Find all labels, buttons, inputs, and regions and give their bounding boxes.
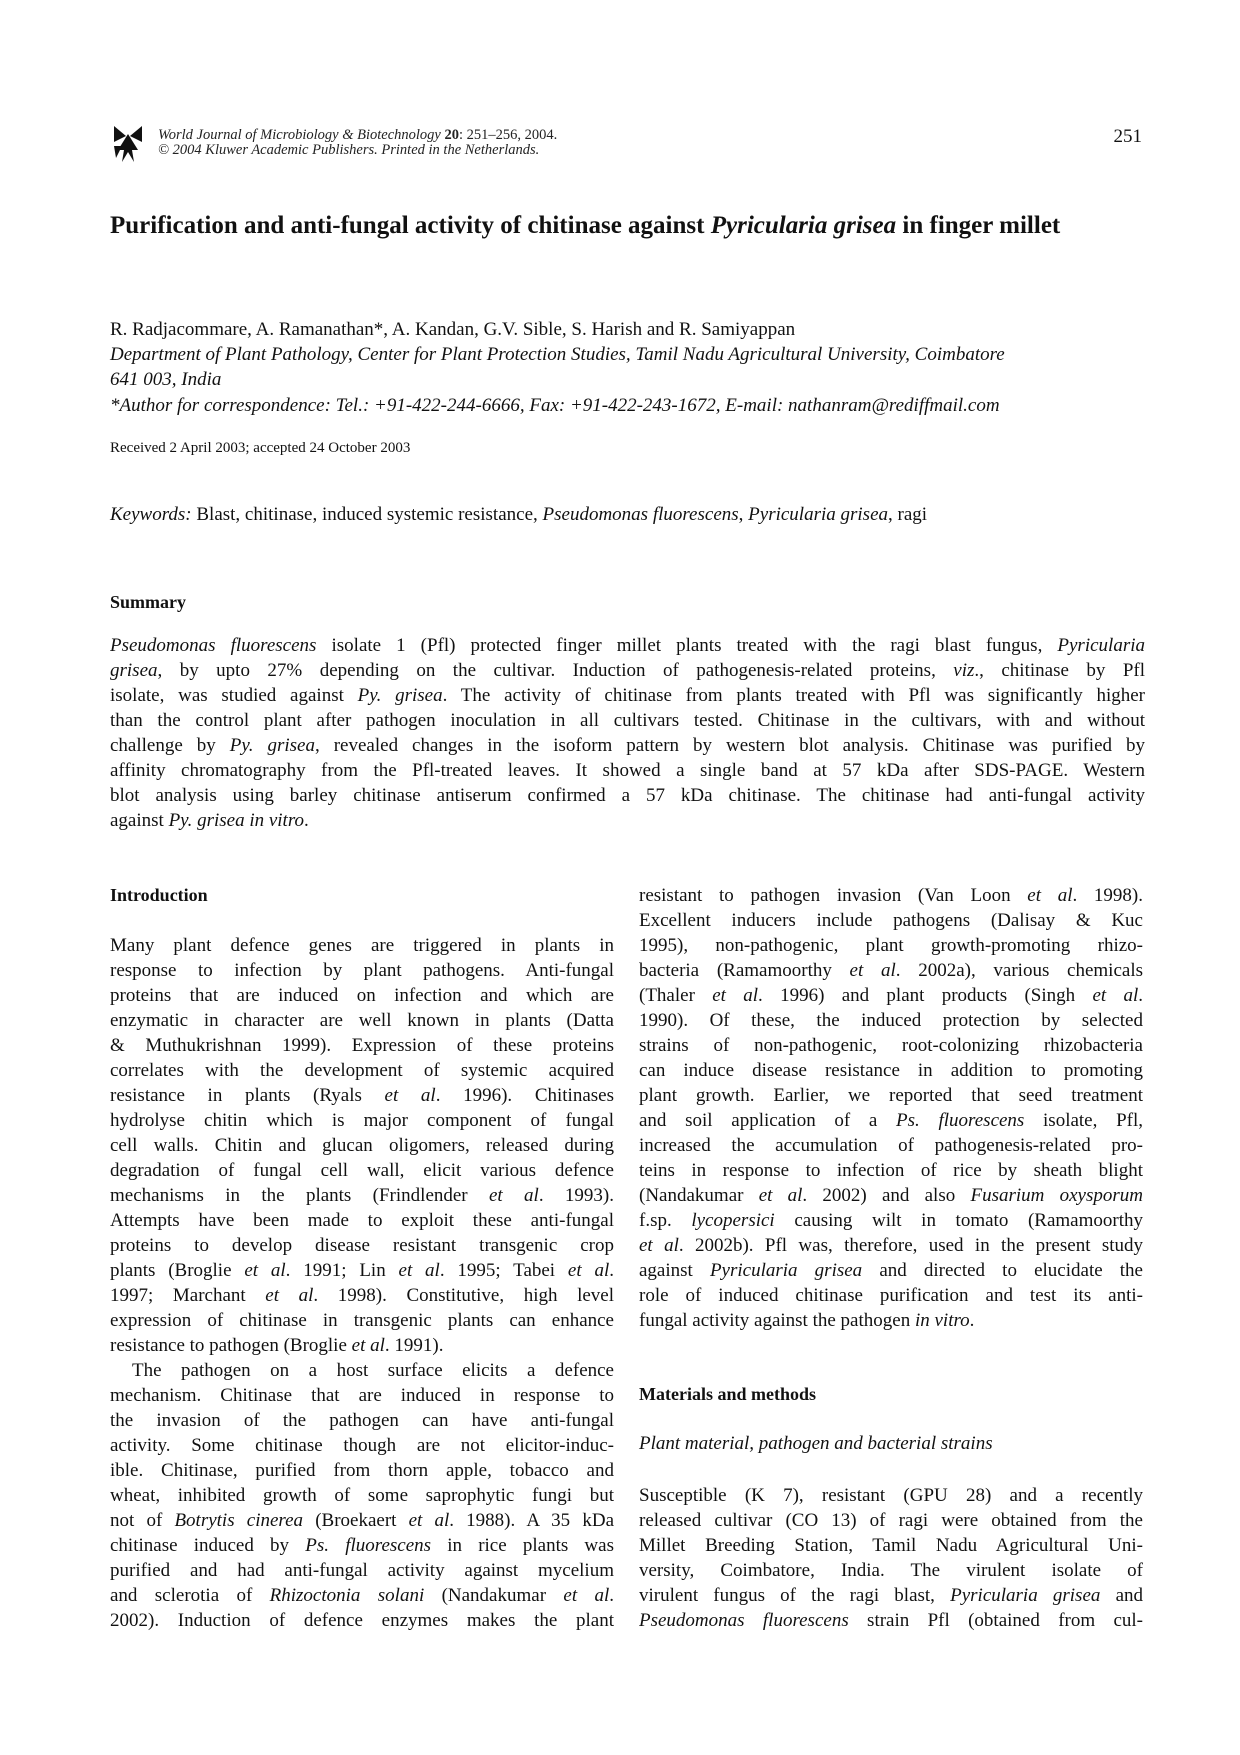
text-line [639, 1558, 1143, 1583]
text-line [639, 1508, 1143, 1533]
text-line [110, 1058, 614, 1083]
keywords [110, 502, 927, 527]
text-run: response to infection by plant pathogens. Anti-fungal [110, 959, 614, 981]
italic-run: Py. grisea [357, 684, 443, 706]
text-run: proteins that are induced on infection and which are [110, 984, 614, 1006]
text-run: wheat, inhibited growth of some saprophytic fungi but [110, 1484, 614, 1506]
text-line [110, 1008, 614, 1033]
text-run: ible. Chitinase, purified from thorn apple, tobacco and [110, 1459, 614, 1481]
italic-run: Ps. fluorescens [896, 1109, 1025, 1131]
journal-volume: 20 [444, 127, 459, 143]
italic-run: grisea [110, 659, 158, 681]
italic-run: in vitro [914, 1309, 970, 1331]
authors: R. Radjacommare, A. Ramanathan*, A. Kandan, G.V. Sible, S. Harish and R. Samiyappan [110, 319, 796, 340]
italic-run: lycopersici [691, 1209, 775, 1231]
text-run: released cultivar (CO 13) of ragi were obtained from the [639, 1509, 1143, 1531]
text-run: plants (Broglie [110, 1259, 245, 1281]
text-run: Millet Breeding Station, Tamil Nadu Agricultural Uni- [639, 1534, 1143, 1556]
text-run: chitinase induced by [110, 1534, 306, 1556]
text-line [639, 883, 1143, 908]
text-run: Excellent inducers include pathogens (Dalisay & Kuc [639, 909, 1143, 931]
text-run: and directed to elucidate the [862, 1259, 1143, 1281]
text-line [110, 1383, 614, 1408]
italic-run: Rhizoctonia solani [269, 1584, 425, 1606]
keyword-italic: Pyricularia grisea [748, 504, 889, 525]
title-text: Purification and anti-fungal activity of chitinase against [110, 212, 711, 239]
text-run: , revealed changes in the isoform pattern by western blot analysis. Chitinase was purified by [315, 734, 1145, 756]
text-line [110, 708, 1145, 733]
text-line [110, 1033, 614, 1058]
keywords-text: , ragi [888, 504, 928, 525]
text-run: teins in response to infection of rice by sheath blight [639, 1159, 1143, 1181]
text-line [110, 1558, 614, 1583]
italic-run: et al [244, 1259, 286, 1281]
correspondence: *Author for correspondence: Tel.: +91-422-244-6666, Fax: +91-422-243-1672, E-mail: nathanram@rediffmail.com [110, 395, 1000, 416]
text-run: virulent fungus of the ragi blast, [639, 1584, 951, 1606]
text-line [639, 1533, 1143, 1558]
text-run: not of [110, 1509, 175, 1531]
text-line [110, 1433, 614, 1458]
text-run: the invasion of the pathogen can have anti-fungal [110, 1409, 614, 1431]
text-run: against [639, 1259, 710, 1281]
italic-run: et al [398, 1259, 440, 1281]
text-run: purified and had anti-fungal activity against mycelium [110, 1559, 614, 1581]
text-line [639, 1258, 1143, 1283]
text-run: . 1998). [1072, 884, 1143, 906]
text-line [110, 1408, 614, 1433]
text-line [639, 983, 1143, 1008]
text-run: isolate, Pfl, [1024, 1109, 1143, 1131]
italic-run: et al [639, 1234, 679, 1256]
text-run: causing wilt in tomato (Ramamoorthy [774, 1209, 1143, 1231]
title-italic: Pyricularia grisea [710, 212, 897, 239]
italic-run: et al [758, 1184, 803, 1206]
text-line [110, 1358, 614, 1383]
text-run: in rice plants was [431, 1534, 614, 1556]
text-run: . [609, 1584, 614, 1606]
text-line [639, 1058, 1143, 1083]
italic-run: Pyricularia [1057, 634, 1145, 656]
text-line [110, 1308, 614, 1333]
text-run: . [969, 1309, 975, 1331]
text-line [110, 1108, 614, 1133]
text-line [110, 733, 1145, 758]
text-line [639, 908, 1143, 933]
text-run: . 1996) and plant products (Singh [758, 984, 1093, 1006]
text-run: . 1991). [384, 1334, 444, 1356]
subsection-heading: Plant material, pathogen and bacterial strains [639, 1433, 993, 1454]
text-run: . The activity of chitinase from plants treated with Pfl was significantly higher [442, 684, 1145, 706]
italic-run: Pyricularia grisea [950, 1584, 1101, 1606]
text-run: Many plant defence genes are triggered in plants in [110, 934, 614, 956]
text-line [639, 1283, 1143, 1308]
publisher-logo-icon [112, 124, 144, 164]
italic-run: Botrytis cinerea [174, 1509, 304, 1531]
text-run: resistant to pathogen invasion (Van Loon [639, 884, 1028, 906]
text-line [110, 1083, 614, 1108]
italic-run: Pyricularia grisea [709, 1259, 863, 1281]
text-run: isolate 1 (Pfl) protected finger millet plants treated with the ragi blast fungus, [316, 634, 1058, 656]
text-run: . 2002a), various chemicals [895, 959, 1143, 981]
text-line [639, 1483, 1143, 1508]
text-run: ., chitinase by Pfl [974, 659, 1145, 681]
text-line [110, 958, 614, 983]
italic-run: Pseudomonas fluorescens [639, 1609, 849, 1631]
text-line [110, 783, 1145, 808]
italic-run: et al [408, 1509, 450, 1531]
text-run: blot analysis using barley chitinase antiserum confirmed a 57 kDa chitinase. The chitinase had anti-fungal activity [110, 784, 1145, 806]
italic-run: Fusarium oxysporum [970, 1184, 1143, 1206]
text-line [110, 758, 1145, 783]
text-run: . [1138, 984, 1143, 1006]
italic-run: Ps. fluorescens [305, 1534, 432, 1556]
keywords-text: , [738, 504, 749, 525]
keywords-text: Blast, chitinase, induced systemic resistance, [191, 504, 543, 525]
text-line [110, 1183, 614, 1208]
text-run: expression of chitinase in transgenic plants can enhance [110, 1309, 614, 1331]
keywords-label: Keywords: [110, 504, 192, 525]
italic-run: et al [849, 959, 896, 981]
text-run: The pathogen on a host surface elicits a defence [132, 1359, 614, 1381]
italic-run: et al [351, 1334, 385, 1356]
text-run: and [1100, 1584, 1143, 1606]
text-run: strains of non-pathogenic, root-colonizing rhizobacteria [639, 1034, 1143, 1056]
journal-name: World Journal of Microbiology & Biotechnology [158, 127, 441, 143]
text-line [639, 1308, 1143, 1333]
text-run: can induce disease resistance in addition to promoting [639, 1059, 1143, 1081]
text-run: isolate, was studied against [110, 684, 358, 706]
text-line [110, 1233, 614, 1258]
text-run: . 1996). Chitinases [435, 1084, 614, 1106]
text-line [110, 1533, 614, 1558]
text-line [110, 1133, 614, 1158]
text-run: mechanism. Chitinase that are induced in response to [110, 1384, 614, 1406]
text-run: fungal activity against the pathogen [639, 1309, 915, 1331]
text-run: strain Pfl (obtained from cul- [848, 1609, 1143, 1631]
text-line [639, 1183, 1143, 1208]
text-run: . 1993). [538, 1184, 614, 1206]
materials-methods-heading: Materials and methods [639, 1384, 816, 1404]
text-run: (Nandakumar [424, 1584, 564, 1606]
text-run: correlates with the development of systemic acquired [110, 1059, 614, 1081]
text-line [110, 1258, 614, 1283]
text-run: and sclerotia of [110, 1584, 270, 1606]
journal-citation [158, 128, 557, 143]
italic-run: et al [712, 984, 759, 1006]
text-run: affinity chromatography from the Pfl-treated leaves. It showed a single band at 57 kDa after SDS-PAGE. Western [110, 759, 1145, 781]
text-run: . [304, 809, 309, 831]
text-line [639, 1033, 1143, 1058]
text-run: hydrolyse chitin which is major component of fungal [110, 1109, 614, 1131]
text-run: against [110, 809, 169, 831]
italic-run: et al [265, 1284, 314, 1306]
italic-run: et al [1092, 984, 1139, 1006]
text-line [639, 1083, 1143, 1108]
text-run: mechanisms in the plants (Frindlender [110, 1184, 489, 1206]
text-run: and soil application of a [639, 1109, 897, 1131]
text-run: activity. Some chitinase though are not elicitor-induc- [110, 1434, 614, 1456]
italic-run: et al [563, 1584, 610, 1606]
text-line [110, 808, 1145, 833]
text-line [639, 958, 1143, 983]
introduction-heading: Introduction [110, 885, 208, 905]
text-run: Susceptible (K 7), resistant (GPU 28) and a recently [639, 1484, 1143, 1506]
text-run: degradation of fungal cell wall, elicit various defence [110, 1159, 614, 1181]
text-run: 1990). Of these, the induced protection by selected [639, 1009, 1143, 1031]
italic-run: Py. grisea in vitro [168, 809, 305, 831]
text-line [110, 1458, 614, 1483]
text-line [639, 1583, 1143, 1608]
text-run: cell walls. Chitin and glucan oligomers, released during [110, 1134, 614, 1156]
affiliation-cont: 641 003, India [110, 369, 222, 390]
text-run: f.sp. [639, 1209, 692, 1231]
summary-heading: Summary [110, 592, 186, 612]
journal-pages: : 251–256, 2004. [458, 127, 558, 143]
text-line [110, 1608, 614, 1633]
text-line [639, 1233, 1143, 1258]
text-line [639, 1208, 1143, 1233]
italic-run: et al [1027, 884, 1073, 906]
text-line [639, 1608, 1143, 1633]
received-dates: Received 2 April 2003; accepted 24 October 2003 [110, 440, 411, 456]
text-run: resistance in plants (Ryals [110, 1084, 385, 1106]
text-run: , by upto 27% depending on the cultivar. Induction of pathogenesis-related proteins, [157, 659, 954, 681]
text-run: 2002). Induction of defence enzymes makes the plant [110, 1609, 614, 1631]
text-line [639, 1008, 1143, 1033]
text-line [110, 1208, 614, 1233]
text-run: (Thaler [639, 984, 713, 1006]
text-run: versity, Coimbatore, India. The virulent isolate of [639, 1559, 1143, 1581]
text-run: . 1991; Lin [285, 1259, 399, 1281]
text-run: proteins to develop disease resistant transgenic crop [110, 1234, 614, 1256]
text-run: role of induced chitinase purification and test its anti- [639, 1284, 1143, 1306]
text-line [110, 658, 1145, 683]
text-line [110, 1283, 614, 1308]
keyword-italic: Pseudomonas fluorescens [542, 504, 739, 525]
page-number: 251 [1113, 126, 1142, 147]
text-run: plant growth. Earlier, we reported that seed treatment [639, 1084, 1143, 1106]
text-line [639, 933, 1143, 958]
text-line [110, 1483, 614, 1508]
text-run: 1995), non-pathogenic, plant growth-promoting rhizo- [639, 934, 1143, 956]
text-run: . 1998). Constitutive, high level [313, 1284, 614, 1306]
italic-run: Pseudomonas fluorescens [110, 634, 317, 656]
text-run: . 2002b). Pfl was, therefore, used in the present study [678, 1234, 1143, 1256]
text-line [110, 1333, 614, 1358]
text-run: . 2002) and also [802, 1184, 971, 1206]
text-line [110, 633, 1145, 658]
text-line [110, 933, 614, 958]
title-text-end: in finger millet [896, 212, 1061, 239]
text-run: bacteria (Ramamoorthy [639, 959, 850, 981]
text-line [110, 683, 1145, 708]
text-line [639, 1133, 1143, 1158]
text-run: . 1995; Tabei [439, 1259, 568, 1281]
text-line [110, 1508, 614, 1533]
text-line [110, 1158, 614, 1183]
text-line [110, 983, 614, 1008]
italic-run: viz [953, 659, 975, 681]
text-line [639, 1108, 1143, 1133]
text-run: (Broekaert [303, 1509, 409, 1531]
text-run: . 1988). A 35 kDa [449, 1509, 614, 1531]
text-run: than the control plant after pathogen inoculation in all cultivars tested. Chitinase in the cultivars, with and without [110, 709, 1145, 731]
italic-run: et al [488, 1184, 539, 1206]
text-run: challenge by [110, 734, 230, 756]
text-run: Attempts have been made to exploit these anti-fungal [110, 1209, 614, 1231]
text-run: 1997; Marchant [110, 1284, 266, 1306]
article-title [110, 209, 1150, 242]
text-run: . [609, 1259, 614, 1281]
copyright-line: © 2004 Kluwer Academic Publishers. Printed in the Netherlands. [158, 142, 540, 158]
text-run: & Muthukrishnan 1999). Expression of these proteins [110, 1034, 614, 1056]
text-line [639, 1158, 1143, 1183]
text-run: (Nandakumar [639, 1184, 759, 1206]
italic-run: Py. grisea [229, 734, 315, 756]
affiliation: Department of Plant Pathology, Center for Plant Protection Studies, Tamil Nadu Agricultural University, Coimbatore [110, 344, 1005, 365]
text-run: enzymatic in character are well known in plants (Datta [110, 1009, 614, 1031]
text-line [110, 1583, 614, 1608]
italic-run: et al [384, 1084, 436, 1106]
text-run: increased the accumulation of pathogenesis-related pro- [639, 1134, 1143, 1156]
text-run: resistance to pathogen (Broglie [110, 1334, 352, 1356]
italic-run: et al [567, 1259, 610, 1281]
